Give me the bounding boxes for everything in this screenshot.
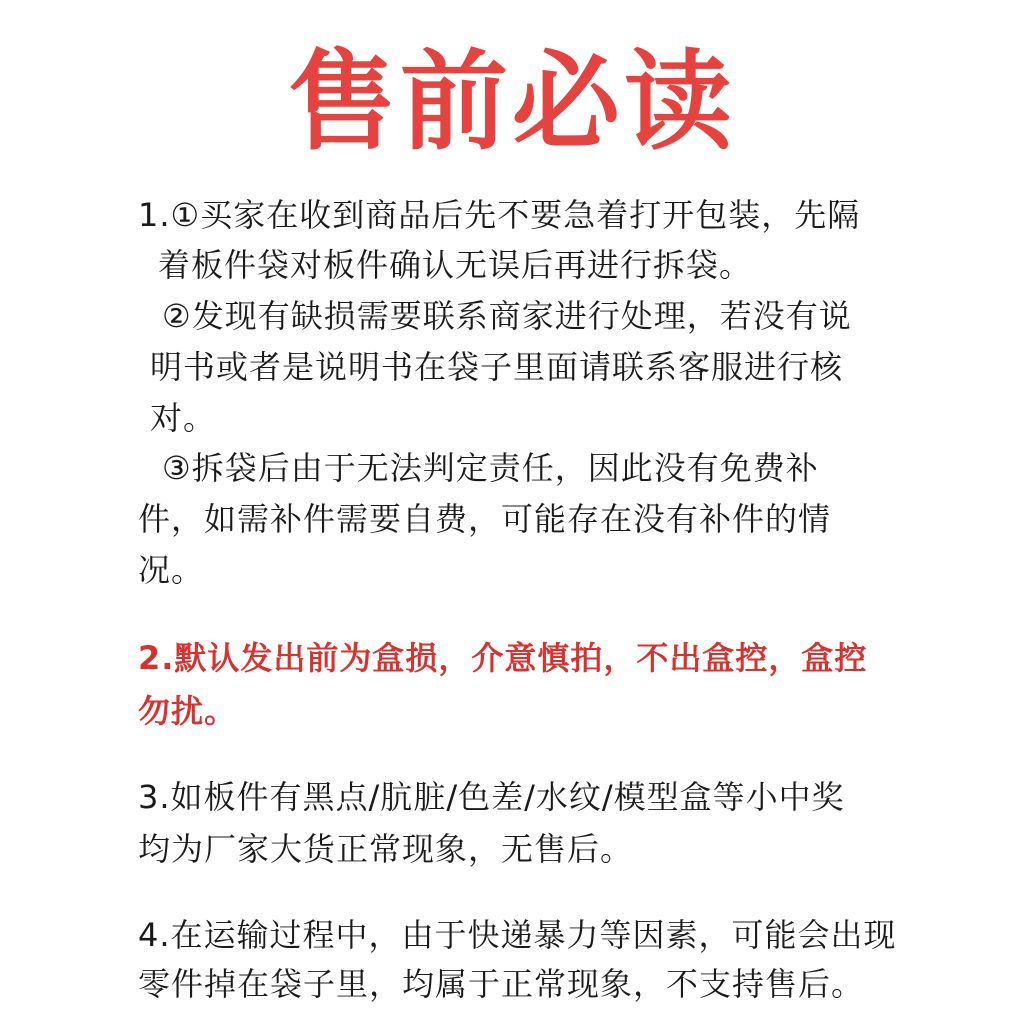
item-1-line-7: 件，如需补件需要自费，可能存在没有补件的情 [138,500,832,538]
item-4-line-1: 4.在运输过程中，由于快递暴力等因素，可能会出现 [138,916,897,954]
item-1-line-2: 着板件袋对板件确认无误后再进行拆袋。 [158,246,753,284]
item-1-line-8: 况。 [138,551,205,589]
item-2-line-1: 2.默认发出前为盒损，介意慎拍，不出盒控，盒控 [138,639,868,677]
item-1-line-3: ②发现有缺损需要联系商家进行处理，若没有说 [162,297,852,335]
item-2-line-2: 勿扰。 [138,692,238,730]
item-1-line-4: 明书或者是说明书在袋子里面请联系客服进行核 [150,348,844,386]
item-4-line-2: 零件掉在袋子里，均属于正常现象，不支持售后。 [138,965,865,1003]
item-3-line-2: 均为厂家大货正常现象，无售后。 [138,830,634,868]
item-1-line-1: 1.①买家在收到商品后先不要急着打开包装，先隔 [138,196,861,234]
item-3-line-1: 3.如板件有黑点/肮脏/色差/水纹/模型盒等小中奖 [138,778,845,816]
item-1-line-5: 对。 [150,399,217,437]
page-title: 售前必读 [287,40,736,165]
item-1-line-6: ③拆袋后由于无法判定责任，因此没有免费补 [162,449,819,487]
